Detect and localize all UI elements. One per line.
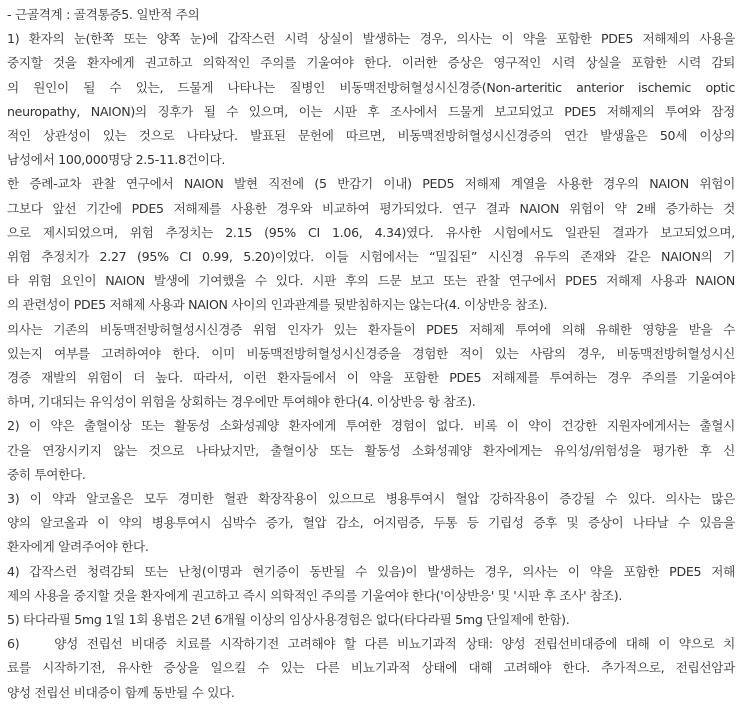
text-line: 위험 추정치가 2.27 (95% CI 0.99, 5.20)이었다. 이들 시험에서는 “밀집된” 시신경 유두의 존재와 같은 NAION의 기 [7,249,735,265]
text-line: 1) 환자의 눈(한쪽 또는 양쪽 눈)에 갑작스런 시력 상실이 발생하는 경우, 의사는 이 약을 포함한 PDE5 저해제의 사용을 [7,31,735,47]
text-line: 간을 연장시키지 않는 것으로 나타났지만, 출혈이상 또는 활동성 소화성궤양 환자에게는 유익성/위험성을 평가한 후 신 [7,442,735,458]
text-line: 하며, 기대되는 유익성이 위험을 상회하는 경우에만 투여해야 한다(4. 이상반응 항 참조). [7,394,476,410]
precaution-item-6 [7,632,735,705]
text-line: 제의 사용을 중지할 것을 환자에게 권고하고 즉시 의학적인 주의를 기울여야 한다('이상반응' 및 '시판 후 조사' 참조). [7,587,623,603]
text-line: 6) 양성 전립선 비대증 치료를 시작하기전 고려해야 할 다른 비뇨기과적 상태: 양성 전립선비대증에 대해 이 약으로 치 [7,636,735,652]
precaution-item-1 [7,27,735,172]
text-line: 2) 이 약은 출혈이상 또는 활동성 소화성궤양 환자에게 투여한 경험이 없다. 비록 이 약이 건강한 지원자에게서는 출혈시 [7,418,735,434]
text-line: 의사는 기존의 비동맥전방허혈성시신경증 위험 인자가 있는 환자들이 PDE5 저해제 투여에 의해 유해한 영향을 받을 수 [7,321,735,337]
text-line: - 근골격계 : 골격통증5. 일반적 주의 [7,7,200,22]
text-line: 으로 제시되었으며, 위험 추정치는 2.15 (95% CI 1.06, 4.34)였다. 유사한 시험에서도 일관된 결과가 보고되었으며, [7,224,735,240]
text-line: 료를 시작하기전, 유사한 증상을 일으킬 수 있는 다른 비뇨기과적 상태에 대해 고려해야 한다. 추가적으로, 전립선암과 [7,660,735,676]
text-line: 그보다 앞선 기간에 PDE5 저해제를 사용한 경우와 비교하여 평가되었다. 연구 결과 NAION 위험이 약 2배 증가하는 것 [7,200,735,216]
text-line: 타 위험 요인이 NAION 발생에 기여했을 수 있다. 시판 후의 드문 보고 또는 관찰 연구에서 PDE5 저해제 사용과 NAION [7,273,735,289]
precaution-item-5 [7,608,735,632]
text-line: 양의 알코올과 이 약의 병용투여시 심박수 증가, 혈압 감소, 어지럼증, 두통 등 기립성 증후 및 증상이 나타날 수 있음을 [7,515,735,531]
text-line: 있는지 여부를 고려하여야 한다. 이미 비동맥전방허혈성시신경증을 경험한 적이 있는 사람의 경우, 비동맥전방허혈성시신 [7,345,735,361]
text-line: 의 관련성이 PDE5 저해제 사용과 NAION 사이의 인과관계를 뒷받침하지는 않는다(4. 이상반응 참조). [7,297,548,313]
precaution-item-3 [7,487,735,560]
text-line: 중히 투여한다. [7,466,86,482]
precaution-item-1-risk [7,318,735,415]
text-line: 중지할 것을 환자에게 권고하고 의학적인 주의를 기울여야 한다. 이러한 증상은 영구적인 시력 상실을 포함한 시력 감퇴 [7,55,735,71]
precaution-item-1-study [7,172,735,317]
text-line: 3) 이 약과 알코올은 모두 경미한 혈관 확장작용이 있으므로 병용투여시 혈압 강하작용이 증강될 수 있다. 의사는 많은 [7,491,735,507]
text-line: 5) 타다라필 5mg 1일 1회 용법은 2년 6개월 이상의 임상사용경험은 없다(타다라필 5mg 단일제에 한함). [7,612,570,628]
precaution-item-2 [7,414,735,487]
section-header [7,3,735,27]
text-line: 의 원인이 될 수 있는, 드물게 나타나는 질병인 비동맥전방허혈성시신경증(Non-arteritic anterior ischemic optic [7,79,735,95]
text-line: 환자에게 알려주어야 한다. [7,539,149,555]
precaution-item-4 [7,560,735,608]
text-line: 경증 재발의 위험이 더 높다. 따라서, 이런 환자들에서 이 약을 포함한 PDE5 저해제를 투여하는 경우 주의를 기울여야 [7,370,735,386]
document-body [7,3,735,705]
text-line: 한 증례-교차 관찰 연구에서 NAION 발현 직전에 (5 반감기 이내) PED5 저해제 계열을 사용한 경우의 NAION 위험이 [7,176,735,192]
text-line: neuropathy, NAION)의 징후가 될 수 있으며, 이는 시판 후 조사에서 드물게 보고되었고 PDE5 저해제의 투여와 잠정 [7,103,735,119]
text-line: 양성 전립선 비대증이 함께 동반될 수 있다. [7,684,235,700]
text-line: 4) 갑작스런 청력감퇴 또는 난청(이명과 현기증이 동반될 수 있음)이 발생하는 경우, 의사는 이 약을 포함한 PDE5 저해 [7,563,735,579]
text-line: 적인 상관성이 있는 것으로 나타났다. 발표된 문헌에 따르면, 비동맥전방허혈성시신경증의 연간 발생율은 50세 이상의 [7,128,735,144]
text-line: 남성에서 100,000명당 2.5-11.8건이다. [7,152,226,168]
